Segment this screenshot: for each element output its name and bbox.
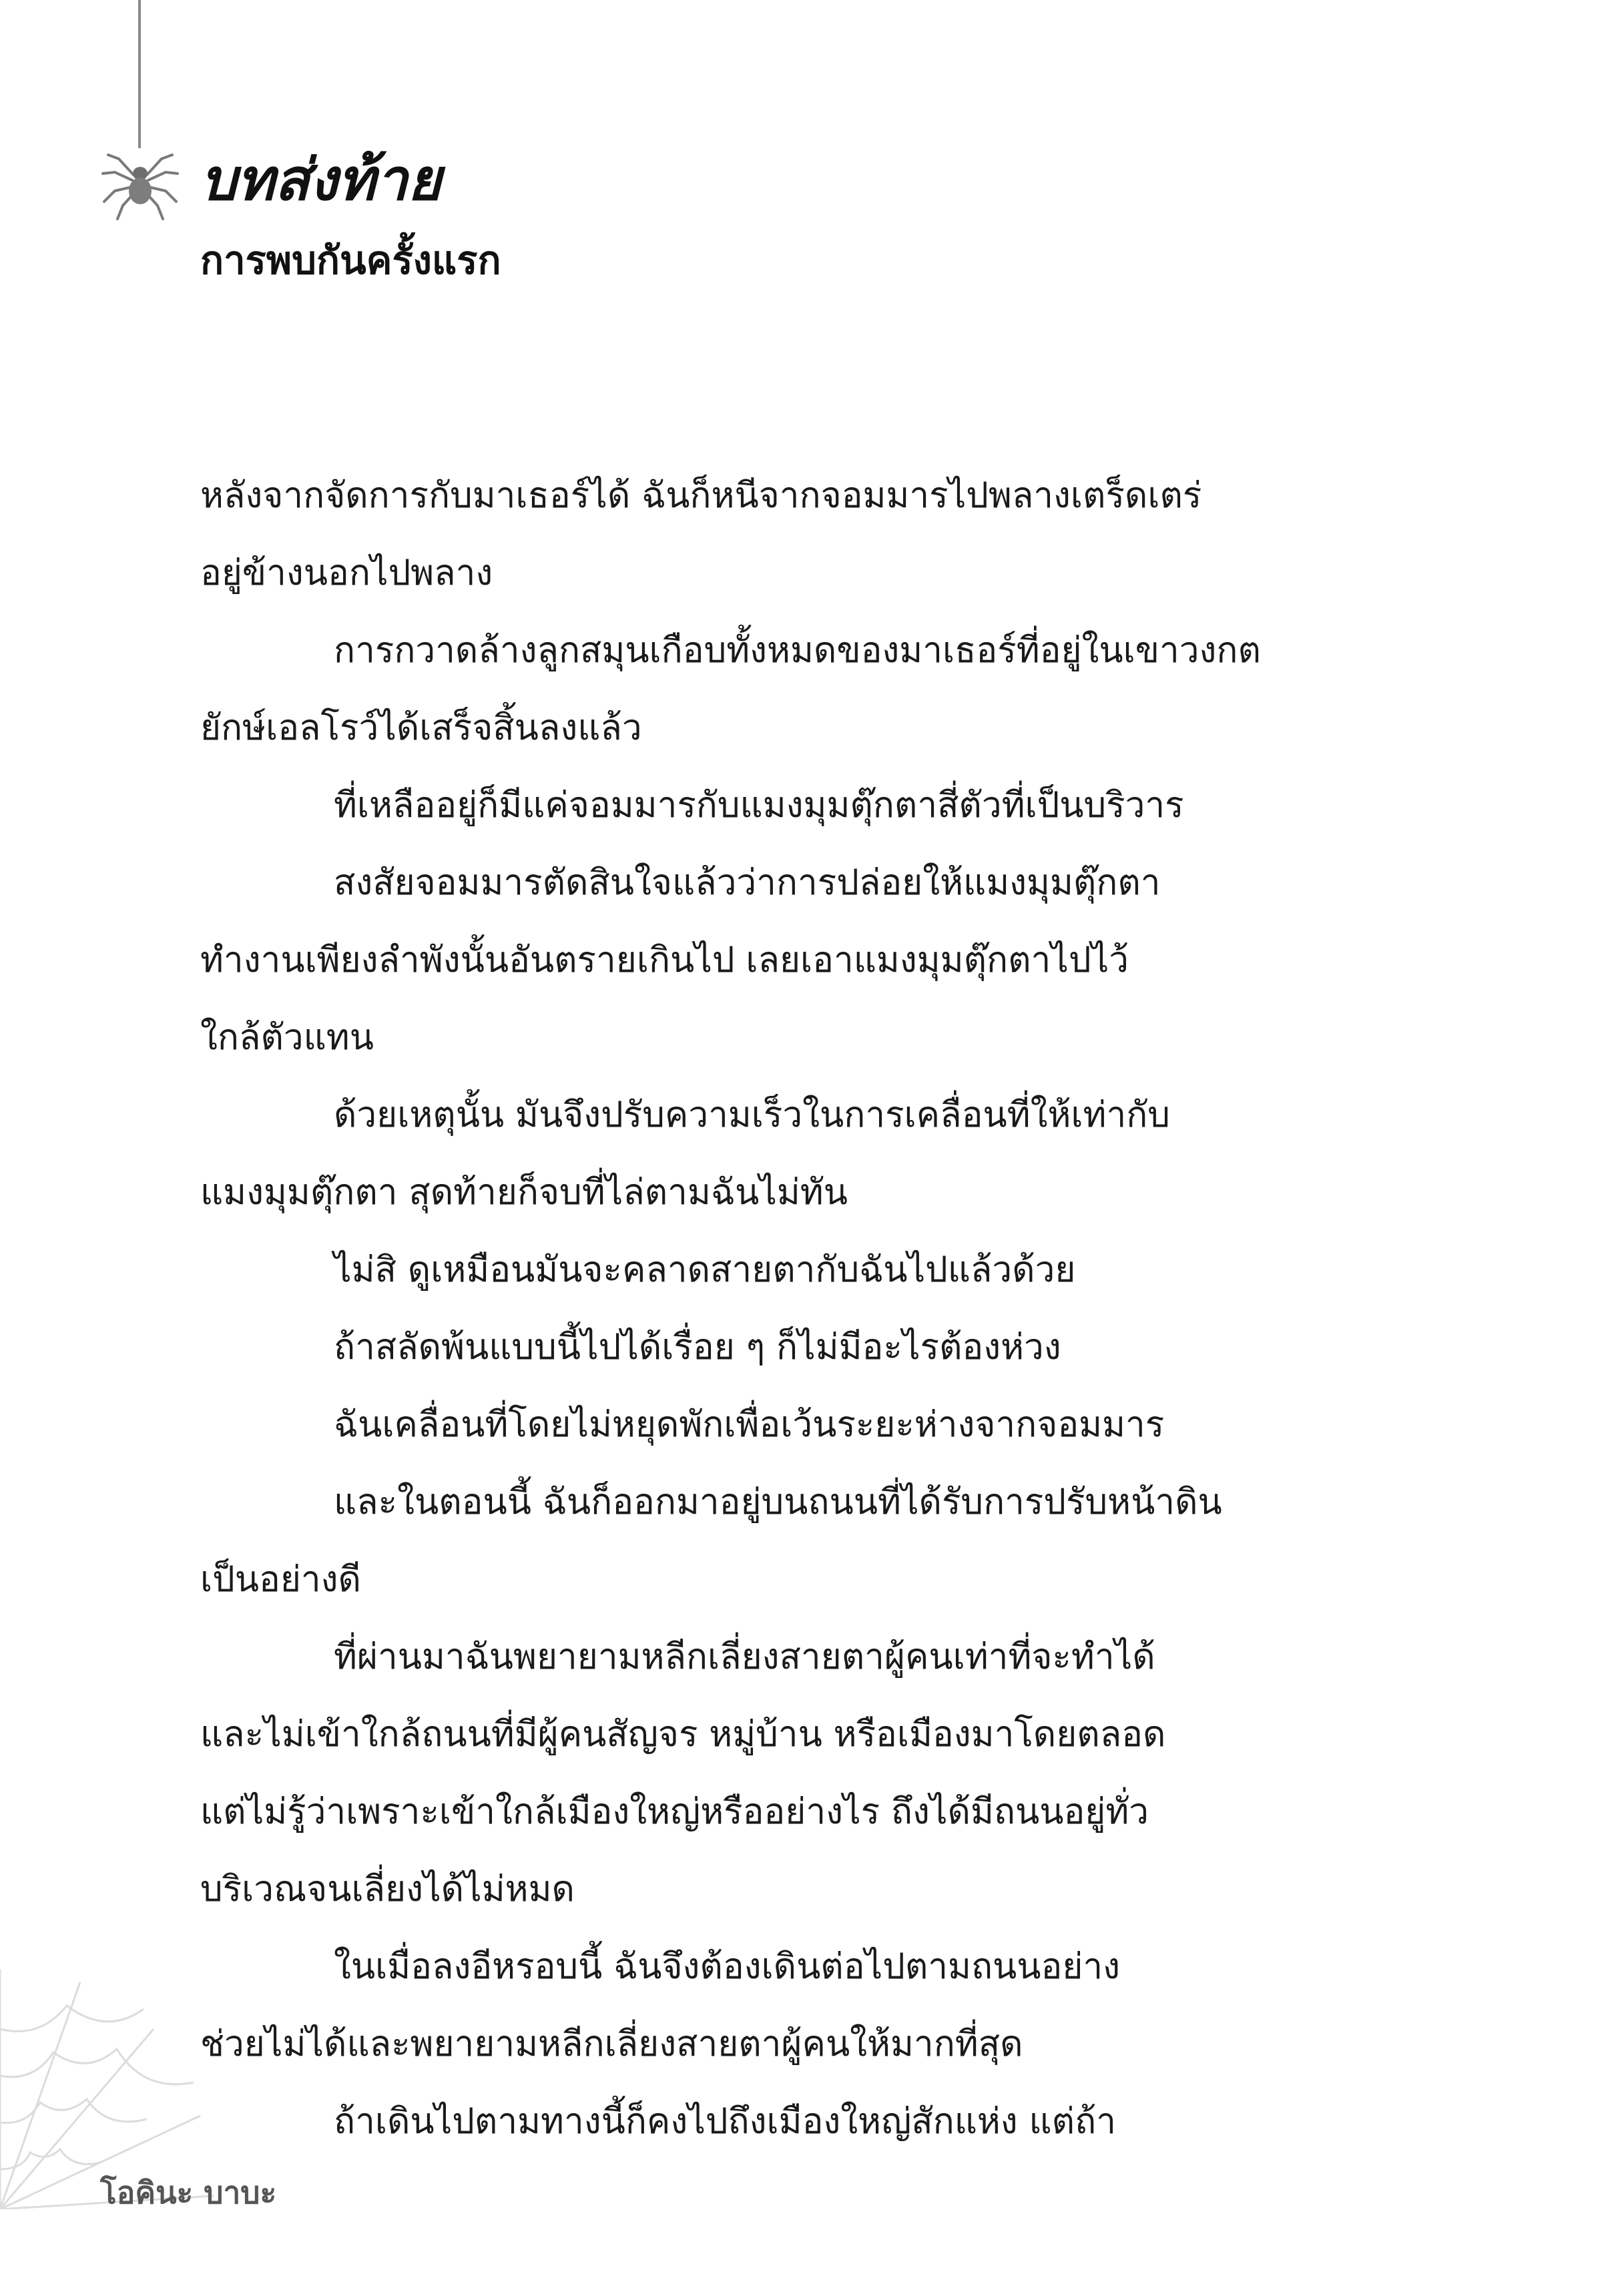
body-line: ยักษ์เอลโรว์ได้เสร็จสิ้นลงแล้ว <box>200 707 642 748</box>
body-line: เป็นอย่างดี <box>200 1559 361 1600</box>
chapter-subtitle: การพบกันครั้งแรก <box>200 238 501 283</box>
body-line: แมงมุมตุ๊กตา สุดท้ายก็จบที่ไล่ตามฉันไม่ทัน <box>200 1172 848 1213</box>
spider-icon <box>99 140 182 223</box>
chapter-title: บทส่งท้าย <box>200 147 442 214</box>
body-line: บริเวณจนเลี่ยงได้ไม่หมด <box>200 1869 575 1910</box>
body-line: ในเมื่อลงอีหรอบนี้ ฉันจึงต้องเดินต่อไปตามถนนอย่าง <box>334 1946 1121 1987</box>
body-line: ที่เหลืออยู่ก็มีแค่จอมมารกับแมงมุมตุ๊กตาสี่ตัวที่เป็นบริวาร <box>334 785 1184 826</box>
body-line: สงสัยจอมมารตัดสินใจแล้วว่าการปล่อยให้แมงมุมตุ๊กตา <box>334 862 1161 903</box>
footer-author: โอคินะ บาบะ <box>100 2175 277 2211</box>
body-line: และในตอนนี้ ฉันก็ออกมาอยู่บนถนนที่ได้รับการปรับหน้าดิน <box>334 1482 1222 1522</box>
spider-thread <box>138 0 141 148</box>
body-line: ช่วยไม่ได้และพยายามหลีกเลี่ยงสายตาผู้คนให้มากที่สุด <box>200 2024 1023 2064</box>
body-line: ถ้าเดินไปตามทางนี้ก็คงไปถึงเมืองใหญ่สักแห่ง แต่ถ้า <box>334 2101 1116 2142</box>
body-line: หลังจากจัดการกับมาเธอร์ได้ ฉันก็หนีจากจอมมารไปพลางเตร็ดเตร่ <box>200 475 1202 516</box>
body-line: การกวาดล้างลูกสมุนเกือบทั้งหมดของมาเธอร์ที่อยู่ในเขาวงกต <box>334 630 1261 671</box>
body-line: ใกล้ตัวแทน <box>200 1017 374 1058</box>
body-line: ฉันเคลื่อนที่โดยไม่หยุดพักเพื่อเว้นระยะห่างจากจอมมาร <box>334 1404 1165 1445</box>
body-line: ถ้าสลัดพ้นแบบนี้ไปได้เรื่อย ๆ ก็ไม่มีอะไรต้องห่วง <box>334 1327 1061 1368</box>
body-line: ด้วยเหตุนั้น มันจึงปรับความเร็วในการเคลื่อนที่ให้เท่ากับ <box>334 1095 1170 1135</box>
body-line: และไม่เข้าใกล้ถนนที่มีผู้คนสัญจร หมู่บ้าน หรือเมืองมาโดยตลอด <box>200 1714 1166 1755</box>
body-line: อยู่ข้างนอกไปพลาง <box>200 553 493 593</box>
body-line: ไม่สิ ดูเหมือนมันจะคลาดสายตากับฉันไปแล้วด้วย <box>334 1249 1076 1290</box>
body-line: แต่ไม่รู้ว่าเพราะเข้าใกล้เมืองใหญ่หรืออย่างไร ถึงได้มีถนนอยู่ทั่ว <box>200 1791 1149 1832</box>
body-line: ทำงานเพียงลำพังนั้นอันตรายเกินไป เลยเอาแมงมุมตุ๊กตาไปไว้ <box>200 940 1129 980</box>
body-line: ที่ผ่านมาฉันพยายามหลีกเลี่ยงสายตาผู้คนเท่าที่จะทำได้ <box>334 1637 1155 1677</box>
